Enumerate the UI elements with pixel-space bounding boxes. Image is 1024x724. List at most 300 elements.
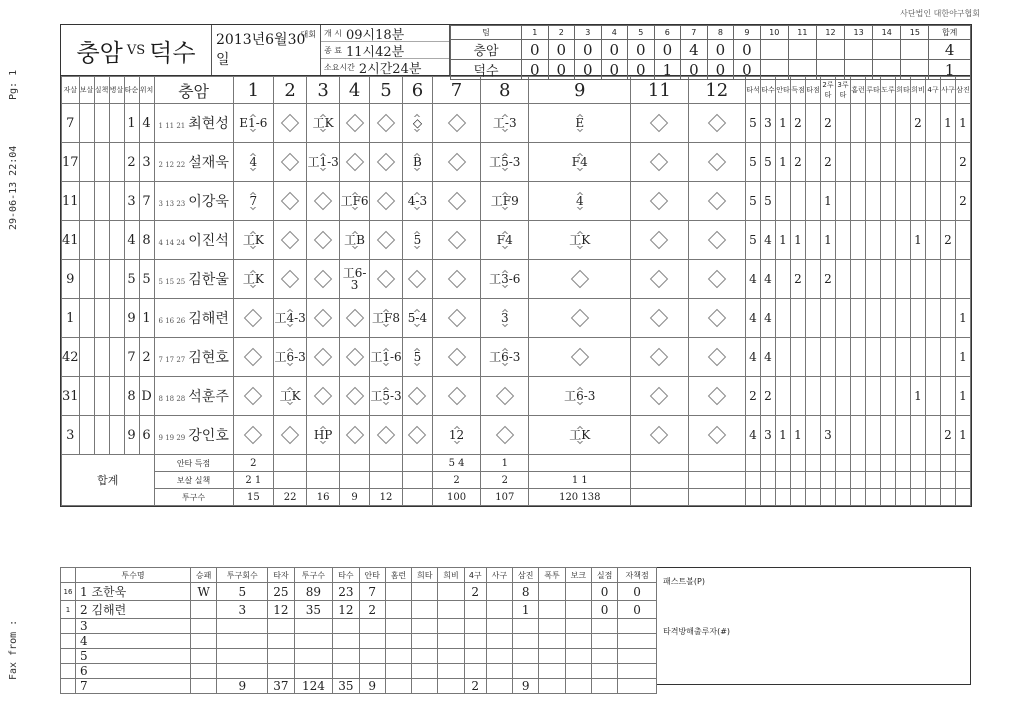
at-bat-cell — [403, 377, 433, 416]
at-bat-numbers: 8 18 28 — [158, 395, 186, 403]
at-bat-numbers: 3 13 23 — [158, 200, 186, 208]
inning-runs: 0 — [734, 40, 761, 60]
diamond-icon — [314, 270, 332, 288]
end-label: 종 료 — [324, 45, 342, 55]
pitcher-stat — [333, 619, 359, 634]
diamond-icon — [345, 348, 363, 366]
fielding-cell — [94, 104, 109, 143]
diamond-icon — [345, 387, 363, 405]
batter-stat: 1 — [911, 221, 926, 260]
fielding-cell — [79, 182, 94, 221]
batter-stat — [956, 221, 971, 260]
at-bat-result: 工5-3 — [370, 389, 402, 403]
diamond-icon — [281, 192, 299, 210]
totals-stat — [866, 489, 881, 506]
pitching-col-header: 희타 — [412, 568, 438, 583]
batter-stat — [896, 299, 911, 338]
diamond-icon — [708, 192, 726, 210]
fielding-cell — [79, 143, 94, 182]
at-bat-cell — [340, 338, 370, 377]
totals-stat — [851, 472, 866, 489]
diamond-icon — [281, 270, 299, 288]
diamond-icon — [281, 426, 299, 444]
batter-stat — [881, 338, 896, 377]
batter-stat — [881, 377, 896, 416]
at-bat-cell — [631, 299, 688, 338]
pitcher-stat — [294, 664, 333, 679]
at-bat-cell — [631, 143, 688, 182]
pitcher-stat — [191, 679, 217, 694]
batter-stat: 1 — [791, 221, 806, 260]
batter-row — [62, 377, 971, 416]
pitcher-stat — [191, 634, 217, 649]
batter-stat — [866, 416, 881, 455]
game-times — [321, 25, 450, 75]
totals-cell — [274, 472, 307, 489]
pitcher-stat — [359, 649, 385, 664]
diamond-icon — [650, 270, 668, 288]
at-bat-cell — [432, 377, 480, 416]
pitcher-stat — [513, 634, 539, 649]
fielding-cell — [94, 377, 109, 416]
batter-stat — [836, 299, 851, 338]
batter-stat — [806, 104, 821, 143]
pitcher-stat — [412, 583, 438, 601]
linescore-team: 충암 — [451, 40, 522, 60]
batter-stat — [941, 338, 956, 377]
pitcher-stat — [565, 583, 591, 601]
batter-stat — [926, 338, 941, 377]
batting-order: 1 — [124, 104, 139, 143]
pitcher-stat — [359, 619, 385, 634]
at-bat-result: 工F9 — [481, 195, 528, 207]
pitching-col-header: 타수 — [333, 568, 359, 583]
pitcher-stat: 9 — [513, 679, 539, 694]
batter-stat — [896, 338, 911, 377]
totals-stat — [821, 489, 836, 506]
pitcher-stat — [333, 649, 359, 664]
duration: 2시간24분 — [358, 61, 422, 77]
pitcher-stat: 23 — [333, 583, 359, 601]
at-bat-result: 3 — [481, 312, 528, 324]
pitcher-stat — [565, 679, 591, 694]
stat-header: 삼진 — [956, 77, 971, 104]
diamond-icon — [708, 387, 726, 405]
totals-stat — [956, 472, 971, 489]
pitcher-stat — [464, 634, 486, 649]
at-bat-cell — [307, 377, 340, 416]
at-bat-cell — [274, 299, 307, 338]
pitcher-stat: 0 — [618, 583, 657, 601]
inning-header: 6 — [654, 26, 681, 40]
batter-stat: 2 — [791, 104, 806, 143]
at-bat-cell — [432, 182, 480, 221]
pitcher-stat — [486, 679, 512, 694]
batter-stat — [896, 260, 911, 299]
pitcher-stat: 2 — [464, 679, 486, 694]
totals-cell — [688, 489, 745, 506]
at-bat-cell — [340, 299, 370, 338]
inning-header: 11 — [788, 26, 816, 40]
totals-stat — [941, 489, 956, 506]
batter-stat — [896, 377, 911, 416]
inning-runs — [873, 40, 901, 60]
at-bat-cell — [370, 377, 403, 416]
batter-stat — [836, 182, 851, 221]
batter-stat: 1 — [956, 416, 971, 455]
inning-header: 1 — [233, 77, 274, 104]
pitcher-stat — [618, 634, 657, 649]
inning-header: 4 — [601, 26, 628, 40]
diamond-icon — [447, 348, 465, 366]
at-bat-numbers: 9 19 29 — [158, 434, 186, 442]
batter-stat — [881, 221, 896, 260]
batting-order: 4 — [124, 221, 139, 260]
totals-cell: 1 1 — [529, 472, 631, 489]
at-bat-cell — [370, 143, 403, 182]
diamond-icon — [345, 426, 363, 444]
pitcher-stat — [333, 634, 359, 649]
totals-cell: 1 — [481, 455, 529, 472]
inning-header: 12 — [816, 26, 844, 40]
totals-stat — [836, 489, 851, 506]
batter-stat — [776, 260, 791, 299]
batter-stat — [836, 143, 851, 182]
totals-cell — [688, 472, 745, 489]
batter-row — [62, 143, 971, 182]
fielding-cell — [94, 338, 109, 377]
at-bat-cell — [370, 299, 403, 338]
inning-header: 3 — [307, 77, 340, 104]
pitcher-stat — [412, 679, 438, 694]
diamond-icon — [708, 270, 726, 288]
at-bat-cell — [274, 221, 307, 260]
totals-row-label: 안타 득점 — [154, 455, 233, 472]
pitcher-stat: 3 — [217, 601, 268, 619]
pitcher-stat: 5 — [217, 583, 268, 601]
at-bat-cell — [370, 338, 403, 377]
diamond-icon — [571, 309, 589, 327]
pitcher-stat — [412, 619, 438, 634]
totals-cell — [631, 489, 688, 506]
batter-stat: 1 — [956, 104, 971, 143]
at-bat-cell — [233, 299, 274, 338]
batter-stat: 2 — [821, 143, 836, 182]
totals-stat — [941, 472, 956, 489]
at-bat-cell — [432, 221, 480, 260]
at-bat-cell — [274, 338, 307, 377]
batter-stat — [896, 416, 911, 455]
diamond-icon — [650, 348, 668, 366]
at-bat-cell — [481, 416, 529, 455]
inning-runs: 0 — [628, 40, 655, 60]
totals-stat — [866, 455, 881, 472]
batting-col-header: 실책 — [94, 77, 109, 104]
at-bat-cell — [340, 182, 370, 221]
pitcher-stat: 2 — [464, 583, 486, 601]
at-bat-numbers: 5 15 25 — [158, 278, 186, 286]
totals-stat — [806, 472, 821, 489]
diamond-icon — [571, 270, 589, 288]
at-bat-cell — [340, 143, 370, 182]
at-bat-result: 工F6 — [340, 194, 369, 208]
pitcher-stat — [191, 619, 217, 634]
pitcher-stat — [539, 634, 565, 649]
batter-stat — [776, 299, 791, 338]
diamond-icon — [314, 309, 332, 327]
pitcher-stat — [539, 664, 565, 679]
pitcher-stat — [438, 664, 464, 679]
batter-stat — [866, 182, 881, 221]
stat-header: 타점 — [806, 77, 821, 104]
position: 4 — [139, 104, 154, 143]
pitcher-uniform — [61, 619, 76, 634]
at-bat-cell — [403, 221, 433, 260]
pitcher-stat — [486, 619, 512, 634]
pitcher-stat — [385, 679, 411, 694]
inning-runs — [760, 40, 788, 60]
batter-stat: 2 — [791, 143, 806, 182]
batter-name-text: 석훈주 — [188, 389, 229, 405]
batter-name — [154, 377, 233, 416]
totals-stat — [776, 455, 791, 472]
batter-stat: 1 — [956, 299, 971, 338]
fax-page: Pg: 1 — [8, 69, 19, 100]
at-bat-cell — [529, 377, 631, 416]
totals-cell — [307, 472, 340, 489]
at-bat-result: 工K — [234, 234, 274, 246]
batter-name-text: 설재욱 — [188, 155, 229, 171]
pitcher-stat — [464, 601, 486, 619]
totals-cell: 2 — [233, 455, 274, 472]
batter-stat: 2 — [821, 260, 836, 299]
diamond-icon — [650, 192, 668, 210]
batter-name — [154, 260, 233, 299]
pitching-col-header: 투구회수 — [217, 568, 268, 583]
inning-runs — [845, 60, 873, 80]
game-header — [61, 25, 971, 79]
pitcher-stat — [385, 649, 411, 664]
batter-row — [62, 182, 971, 221]
at-bat-cell — [688, 260, 745, 299]
pitcher-stat — [294, 619, 333, 634]
at-bat-cell — [529, 338, 631, 377]
batter-stat — [806, 338, 821, 377]
pitcher-row — [61, 619, 657, 634]
pitcher-stat — [385, 664, 411, 679]
pitcher-stat — [438, 619, 464, 634]
at-bat-result: 工1-6 — [370, 350, 402, 364]
diamond-icon — [244, 348, 262, 366]
at-bat-result: 工6-3 — [274, 350, 306, 364]
pitcher-stat: 2 — [359, 601, 385, 619]
totals-stat — [866, 472, 881, 489]
at-bat-cell — [340, 221, 370, 260]
batter-stat — [836, 221, 851, 260]
at-bat-result: 工K — [529, 234, 630, 246]
totals-stat — [761, 455, 776, 472]
batting-order: 2 — [124, 143, 139, 182]
pitching-col-header: 사구 — [486, 568, 512, 583]
batter-stat — [881, 299, 896, 338]
inning-header: 8 — [707, 26, 734, 40]
batter-stat: 4 — [746, 260, 761, 299]
home-team: 충암 — [76, 38, 123, 67]
at-bat-cell — [688, 416, 745, 455]
pitcher-stat: 12 — [268, 601, 294, 619]
pitcher-stat — [618, 664, 657, 679]
stat-header: 도루 — [881, 77, 896, 104]
notes-box — [657, 567, 971, 685]
batter-stat: 1 — [776, 104, 791, 143]
pitcher-uniform — [61, 664, 76, 679]
fielding-cell — [79, 260, 94, 299]
pitcher-uniform: 16 — [61, 583, 76, 601]
diamond-icon — [708, 426, 726, 444]
pitcher-stat — [539, 583, 565, 601]
totals-stat — [956, 455, 971, 472]
row-num-header — [61, 568, 76, 583]
batter-stat — [806, 299, 821, 338]
pitcher-stat — [486, 649, 512, 664]
batter-stat — [866, 143, 881, 182]
pitcher-stat — [412, 601, 438, 619]
stat-header: 2루타 — [821, 77, 836, 104]
batter-stat — [926, 416, 941, 455]
batter-stat — [881, 143, 896, 182]
diamond-icon — [408, 270, 426, 288]
batter-stat — [806, 182, 821, 221]
at-bat-cell — [529, 260, 631, 299]
stat-header: 안타 — [776, 77, 791, 104]
position: 1 — [139, 299, 154, 338]
end-time: 11시42분 — [346, 44, 405, 60]
pitcher-name: 2 김해련 — [76, 601, 191, 619]
batter-row — [62, 416, 971, 455]
batter-stat: 1 — [776, 221, 791, 260]
pitcher-stat — [438, 601, 464, 619]
pitcher-name: 6 — [76, 664, 191, 679]
diamond-icon — [650, 114, 668, 132]
at-bat-cell — [307, 338, 340, 377]
totals-cell: 2 — [481, 472, 529, 489]
diamond-icon — [447, 387, 465, 405]
batter-stat — [836, 260, 851, 299]
at-bat-cell — [403, 299, 433, 338]
pitcher-name: 5 — [76, 649, 191, 664]
totals-cell — [274, 455, 307, 472]
batter-stat: 4 — [761, 221, 776, 260]
pitcher-stat — [359, 634, 385, 649]
totals-stat — [926, 455, 941, 472]
batter-stat — [941, 377, 956, 416]
batter-stat — [836, 377, 851, 416]
at-bat-cell — [529, 104, 631, 143]
pitcher-stat — [438, 634, 464, 649]
at-bat-cell — [233, 221, 274, 260]
diamond-icon — [708, 153, 726, 171]
at-bat-cell — [529, 299, 631, 338]
pitcher-stat: 0 — [591, 583, 617, 601]
totals-stat — [791, 472, 806, 489]
totals-stat — [836, 455, 851, 472]
batter-uniform: 1 — [62, 299, 80, 338]
pitcher-stat — [464, 664, 486, 679]
batter-stat: 5 — [746, 143, 761, 182]
pitcher-stat — [565, 664, 591, 679]
inning-runs: 0 — [575, 40, 602, 60]
batter-uniform: 9 — [62, 260, 80, 299]
pitcher-stat — [268, 634, 294, 649]
at-bat-result: 工B — [340, 234, 369, 246]
totals-cell — [403, 489, 433, 506]
at-bat-result: 工5-3 — [481, 156, 528, 168]
totals-stat — [911, 455, 926, 472]
totals-cell: 2 — [432, 472, 480, 489]
batter-uniform: 11 — [62, 182, 80, 221]
batter-stat — [836, 104, 851, 143]
batter-stat — [881, 260, 896, 299]
batter-stat: 5 — [746, 221, 761, 260]
start-label: 개 시 — [324, 28, 342, 38]
pitcher-stat — [539, 619, 565, 634]
at-bat-cell — [274, 416, 307, 455]
stat-header: 타석 — [746, 77, 761, 104]
pitcher-row — [61, 601, 657, 619]
pitcher-row — [61, 679, 657, 694]
inning-header: 6 — [403, 77, 433, 104]
totals-stat — [821, 472, 836, 489]
at-bat-cell — [688, 338, 745, 377]
batter-stat — [821, 377, 836, 416]
at-bat-cell — [631, 416, 688, 455]
inning-header: 5 — [370, 77, 403, 104]
at-bat-result: 工6-3 — [340, 267, 369, 291]
batter-stat — [851, 338, 866, 377]
batter-stat — [911, 260, 926, 299]
pitcher-stat — [591, 619, 617, 634]
fielding-cell — [79, 221, 94, 260]
at-bat-cell — [481, 182, 529, 221]
fielding-cell — [94, 299, 109, 338]
batter-stat: 1 — [941, 104, 956, 143]
batter-stat — [851, 260, 866, 299]
pitcher-stat — [438, 679, 464, 694]
at-bat-result: 4-3 — [403, 195, 432, 207]
batter-stat — [851, 416, 866, 455]
at-bat-cell — [631, 338, 688, 377]
pitcher-stat — [539, 601, 565, 619]
pitcher-stat — [464, 649, 486, 664]
at-bat-cell — [529, 221, 631, 260]
batter-stat — [866, 338, 881, 377]
at-bat-result: 工6-3 — [481, 351, 528, 363]
at-bat-cell — [233, 182, 274, 221]
diamond-icon — [708, 231, 726, 249]
inning-runs: 0 — [601, 40, 628, 60]
game-date — [212, 25, 321, 75]
pitcher-row — [61, 664, 657, 679]
totals-row — [62, 472, 971, 489]
pitcher-stat — [412, 634, 438, 649]
fielding-cell — [109, 143, 124, 182]
batter-stat — [866, 221, 881, 260]
batter-stat — [851, 104, 866, 143]
at-bat-result: 工K — [234, 273, 274, 285]
at-bat-cell — [631, 182, 688, 221]
inning-header: 2 — [548, 26, 575, 40]
at-bat-result: 工K — [274, 390, 306, 402]
